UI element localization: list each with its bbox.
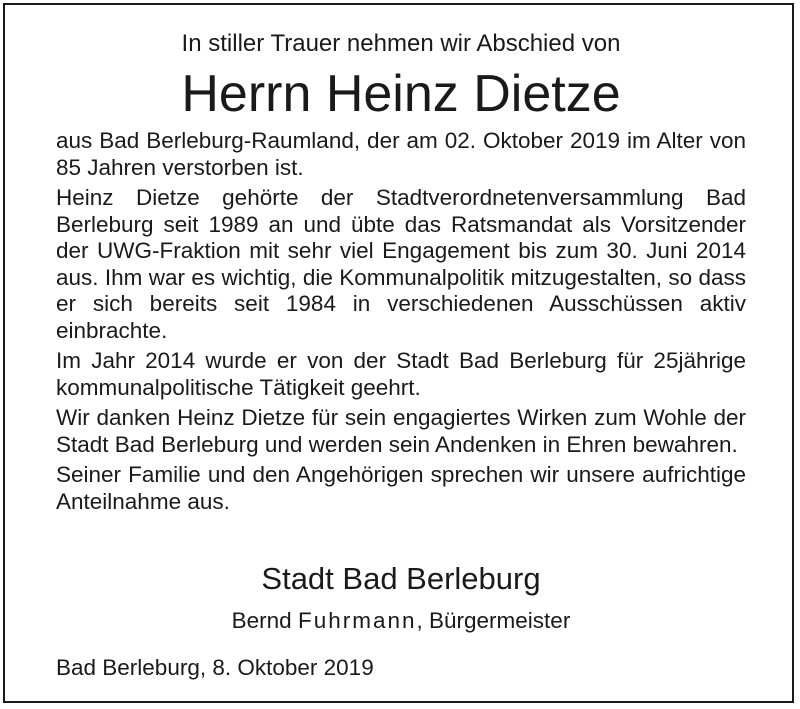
paragraph-honor: Im Jahr 2014 wurde er von der Stadt Bad Berleburg für 25jährige kommunalpolitische Tätigkeit geehrt. — [56, 348, 746, 400]
notice-body — [56, 128, 746, 519]
signature-last-name: Fuhrmann — [297, 608, 417, 633]
paragraph-death-info: aus Bad Berleburg-Raumland, der am 02. Oktober 2019 im Alter von 85 Jahren verstorben ist. — [56, 128, 746, 180]
paragraph-council-service: Heinz Dietze gehörte der Stadtverordnetenversammlung Bad Berleburg seit 1989 an und übte das Ratsmandat als Vorsitzender der UWG-Fraktion mit sehr viel Engagement bis zum 30. Juni 2014 aus. Ihm war es wichtig, die Kommunalpolitik mitzugestalten, so dass er sich bereits seit 1984 in verschiedenen Ausschüssen aktiv einbrachte. — [56, 185, 746, 343]
signature-title: , Bürgermeister — [416, 608, 571, 633]
deceased-name: Herrn Heinz Dietze — [181, 65, 621, 123]
signature-person — [56, 607, 746, 635]
signature-organization: Stadt Bad Berleburg — [261, 561, 541, 596]
place-date-line: Bad Berleburg, 8. Oktober 2019 — [56, 655, 374, 680]
signature-first-name: Bernd — [231, 608, 292, 633]
paragraph-condolences: Seiner Familie und den Angehörigen sprechen wir unsere aufrichtige Anteilnahme aus. — [56, 462, 746, 514]
intro-line: In stiller Trauer nehmen wir Abschied von — [181, 30, 621, 57]
paragraph-thanks: Wir danken Heinz Dietze für sein engagiertes Wirken zum Wohle der Stadt Bad Berleburg und werden sein Andenken in Ehren bewahren. — [56, 405, 746, 457]
